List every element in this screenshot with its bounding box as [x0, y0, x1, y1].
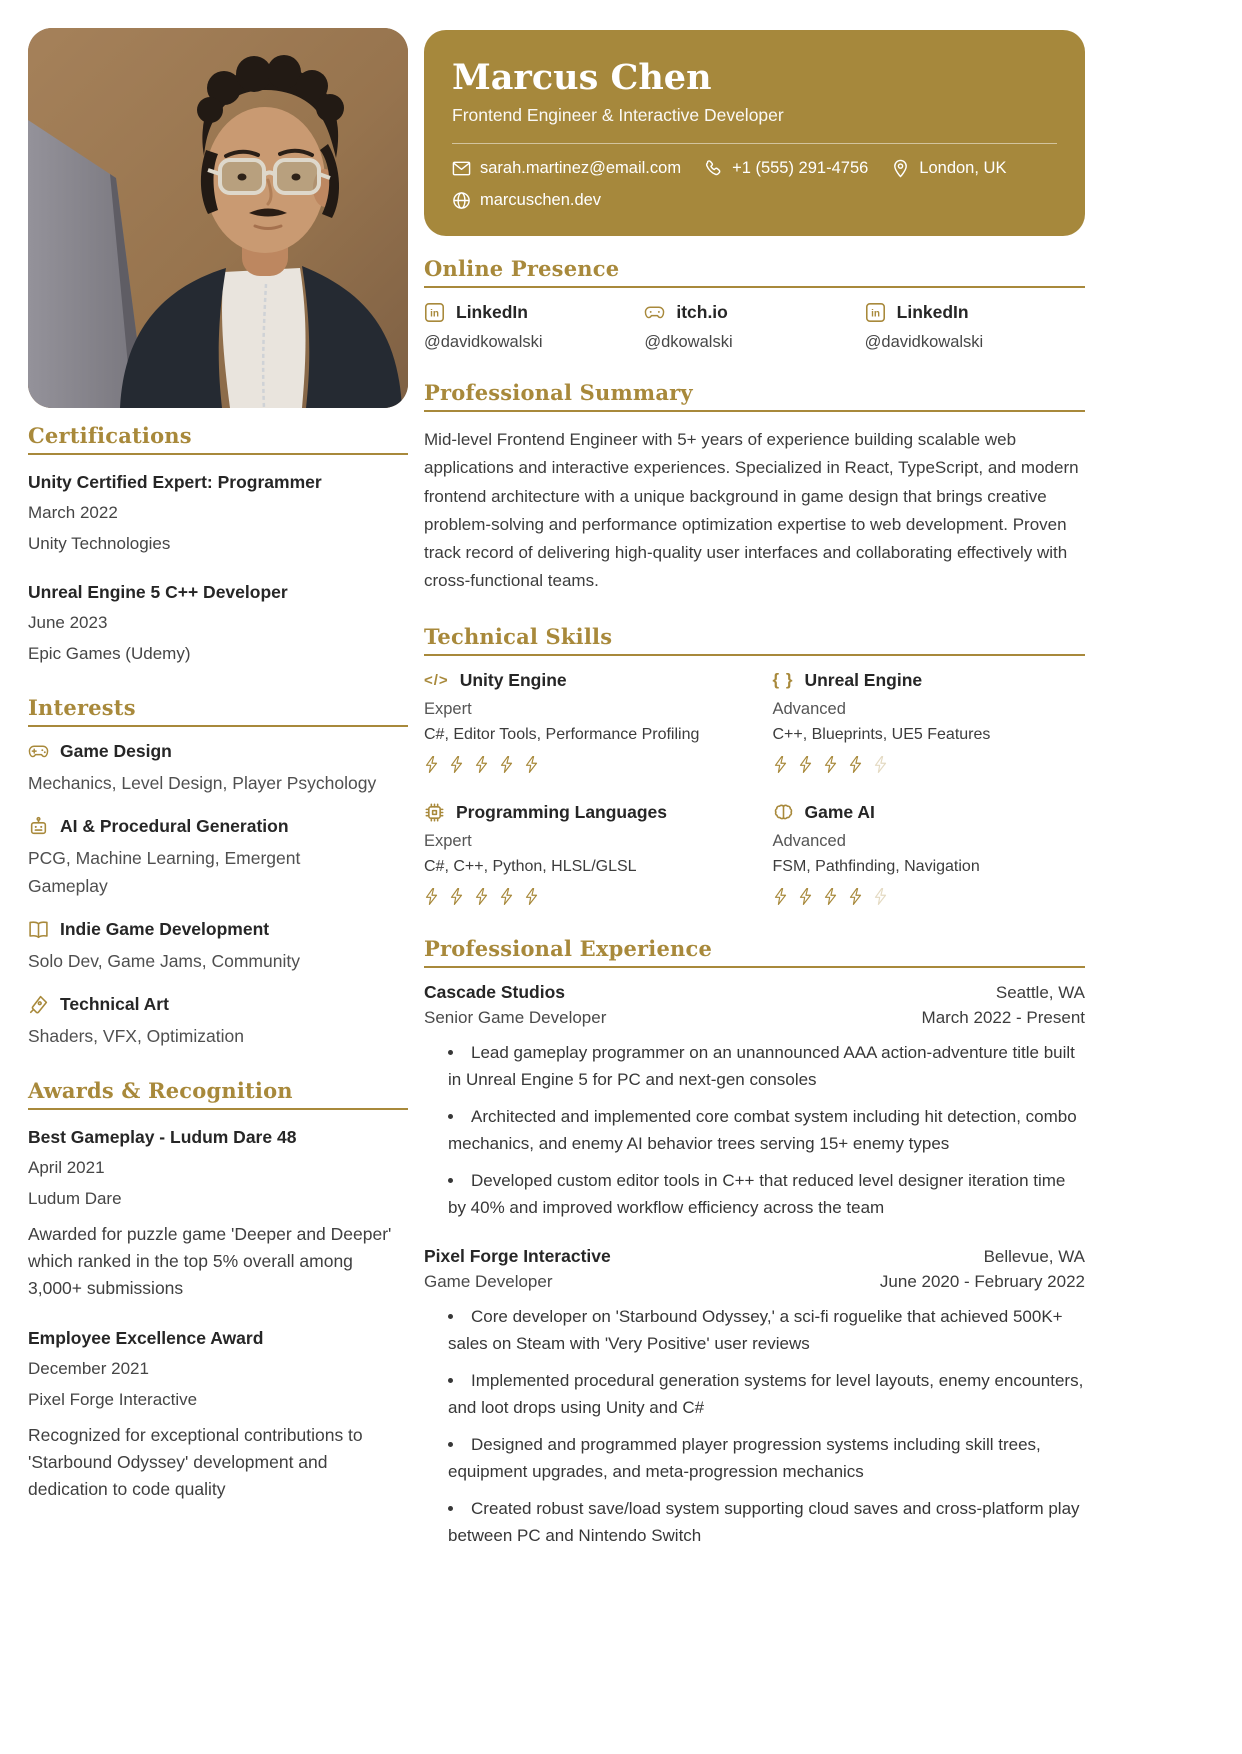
interest-item: [28, 816, 408, 899]
company-name: Pixel Forge Interactive: [424, 1245, 611, 1266]
lightning-bolt-icon: [873, 754, 888, 775]
website-value: marcuschen.dev: [480, 191, 602, 210]
experience-bullet: • Implemented procedural generation systems for level layouts, enemy encounters, and loot drops using Unity and C#: [448, 1367, 1085, 1422]
certification-date: March 2022: [28, 503, 118, 523]
skill-details: C#, Editor Tools, Performance Profiling: [424, 725, 700, 743]
skill-rating: [424, 754, 737, 776]
job-dates: June 2020 - February 2022: [879, 1271, 1085, 1291]
section-title-summary: Professional Summary: [424, 380, 1085, 412]
skill-details: FSM, Pathfinding, Navigation: [772, 857, 980, 875]
job-role: Game Developer: [424, 1271, 553, 1291]
company-name: Cascade Studios: [424, 981, 566, 1002]
award-desc: Recognized for exceptional contributions to 'Starbound Odyssey' development and dedication to code quality: [28, 1424, 363, 1499]
experience-bullet: • Created robust save/load system supporting cloud saves and cross-platform play between PC and Nintendo Switch: [448, 1495, 1085, 1550]
braces-icon: { }: [772, 670, 794, 690]
skill-item: [424, 802, 737, 908]
left-column: [28, 28, 408, 1550]
award-date: April 2021: [28, 1158, 105, 1178]
skill-level: Expert: [424, 699, 472, 718]
phone-value: +1 (555) 291-4756: [732, 159, 869, 178]
experience-entry: [424, 1246, 1085, 1550]
interests-section: [28, 695, 408, 1050]
skill-level: Advanced: [772, 831, 846, 850]
lightning-bolt-icon: [798, 886, 813, 907]
experience-section: [424, 936, 1085, 1550]
award-item: [28, 1325, 408, 1503]
interest-item: [28, 994, 408, 1050]
skill-name: Unity Engine: [459, 669, 567, 690]
profile-photo: [28, 28, 408, 408]
svg-text:in: in: [870, 308, 880, 320]
lightning-bolt-icon: [524, 754, 539, 775]
skill-details: C++, Blueprints, UE5 Features: [772, 725, 991, 743]
brain-icon: [773, 802, 794, 823]
skill-details: C#, C++, Python, HLSL/GLSL: [424, 857, 637, 875]
skill-rating: [424, 886, 737, 908]
social-handle: @dkowalski: [644, 333, 733, 352]
phone-contact[interactable]: [704, 159, 868, 178]
summary-text: Mid-level Frontend Engineer with 5+ years of experience building scalable web applications and interactive experiences. Specialized in React, TypeScript, and modern frontend architecture with a unique background in game design that brings creative problem-solving and performance optimization expertise to web development. Proven track record of delivering high-quality user interfaces and collaborating effectively with cross-functional teams.: [424, 430, 1079, 591]
gamepad-icon: [28, 741, 49, 762]
section-title-online-presence: Online Presence: [424, 256, 1085, 288]
section-title-skills: Technical Skills: [424, 624, 1085, 656]
certification-name: Unreal Engine 5 C++ Developer: [28, 581, 288, 602]
social-platform: LinkedIn: [456, 302, 528, 323]
gamepad-icon: [644, 302, 665, 323]
section-title-awards: Awards & Recognition: [28, 1078, 408, 1110]
job-role: Senior Game Developer: [424, 1007, 607, 1027]
email-value: sarah.martinez@email.com: [480, 159, 682, 178]
email-contact[interactable]: [452, 159, 681, 178]
section-title-interests: Interests: [28, 695, 408, 727]
award-issuer: Ludum Dare: [28, 1189, 122, 1209]
skills-grid: [424, 670, 1085, 908]
online-presence-section: [424, 256, 1085, 352]
social-account[interactable]: [424, 302, 644, 352]
lightning-bolt-icon: [848, 754, 863, 775]
linkedin-icon: [424, 302, 445, 323]
skill-item: [773, 670, 1086, 776]
interest-name: Indie Game Development: [60, 918, 270, 939]
interest-desc: Mechanics, Level Design, Player Psychology: [28, 773, 377, 794]
experience-entry: [424, 982, 1085, 1222]
company-location: Bellevue, WA: [983, 1246, 1085, 1266]
summary-section: [424, 380, 1085, 595]
skills-section: [424, 624, 1085, 908]
skill-rating: [773, 886, 1086, 908]
linkedin-icon: [865, 302, 886, 323]
lightning-bolt-icon: [823, 886, 838, 907]
interest-name: Game Design: [60, 741, 172, 762]
code-icon: </>: [424, 671, 449, 689]
pen-nib-icon: [28, 994, 49, 1015]
award-date: December 2021: [28, 1359, 149, 1379]
skill-name: Unreal Engine: [804, 669, 923, 690]
job-title: Frontend Engineer & Interactive Developer: [452, 105, 784, 126]
job-dates: March 2022 - Present: [921, 1007, 1085, 1027]
lightning-bolt-icon: [474, 886, 489, 907]
award-name: Best Gameplay - Ludum Dare 48: [28, 1126, 297, 1147]
lightning-bolt-icon: [798, 754, 813, 775]
header-card: [424, 30, 1085, 236]
skill-name: Programming Languages: [456, 801, 668, 822]
social-handle: @davidkowalski: [864, 333, 984, 352]
award-name: Employee Excellence Award: [28, 1327, 264, 1348]
social-platform: LinkedIn: [896, 302, 969, 323]
interest-item: [28, 741, 408, 797]
skill-level: Advanced: [772, 699, 846, 718]
job-bullets: [424, 1303, 1085, 1550]
social-account[interactable]: [865, 302, 1085, 352]
certifications-section: [28, 423, 408, 667]
social-accounts: [424, 302, 1085, 352]
lightning-bolt-icon: [424, 886, 439, 907]
interest-desc: Solo Dev, Game Jams, Community: [28, 950, 300, 971]
section-title-certifications: Certifications: [28, 423, 408, 455]
lightning-bolt-icon: [873, 886, 888, 907]
right-column: [424, 28, 1085, 1550]
lightning-bolt-icon: [499, 886, 514, 907]
interest-item: [28, 919, 408, 975]
skill-item: [773, 802, 1086, 908]
robot-icon: [28, 816, 49, 837]
certification-issuer: Unity Technologies: [28, 534, 171, 554]
cpu-chip-icon: [424, 802, 445, 823]
award-issuer: Pixel Forge Interactive: [28, 1390, 198, 1410]
header-divider: [452, 143, 1057, 144]
lightning-bolt-icon: [848, 886, 863, 907]
website-contact[interactable]: [452, 191, 601, 210]
experience-bullet: • Core developer on 'Starbound Odyssey,' a sci-fi roguelike that achieved 500K+ sales on Steam with 'Very Positive' user reviews: [448, 1303, 1085, 1358]
certification-date: June 2023: [28, 612, 108, 632]
award-desc: Awarded for puzzle game 'Deeper and Deeper' which ranked in the top 5% overall among 3,000+ submissions: [28, 1223, 392, 1298]
certification-item: [28, 579, 408, 668]
phone-icon: [704, 159, 723, 178]
interest-desc: PCG, Machine Learning, Emergent Gameplay: [28, 848, 301, 896]
experience-bullet: • Lead gameplay programmer on an unannounced AAA action-adventure title built in Unreal Engine 5 for PC and next-gen consoles: [448, 1039, 1085, 1094]
lightning-bolt-icon: [773, 886, 788, 907]
social-account[interactable]: [644, 302, 864, 352]
envelope-icon: [452, 159, 471, 178]
company-location: Seattle, WA: [995, 982, 1085, 1002]
open-book-icon: [28, 919, 49, 940]
lightning-bolt-icon: [524, 886, 539, 907]
name-heading: Marcus Chen: [452, 57, 712, 98]
skill-level: Expert: [424, 831, 472, 850]
social-handle: @davidkowalski: [424, 333, 543, 352]
lightning-bolt-icon: [499, 754, 514, 775]
experience-bullet: • Developed custom editor tools in C++ that reduced level designer iteration time by 40% and improved workflow efficiency across the team: [448, 1167, 1085, 1222]
section-title-experience: Professional Experience: [424, 936, 1085, 968]
lightning-bolt-icon: [773, 754, 788, 775]
lightning-bolt-icon: [449, 886, 464, 907]
lightning-bolt-icon: [474, 754, 489, 775]
svg-text:in: in: [430, 308, 439, 320]
social-platform: itch.io: [676, 302, 728, 323]
interest-desc: Shaders, VFX, Optimization: [28, 1025, 244, 1046]
skill-name: Game AI: [804, 801, 875, 822]
location-pin-icon: [891, 159, 910, 178]
certification-issuer: Epic Games (Udemy): [28, 644, 191, 664]
certification-item: [28, 469, 408, 558]
globe-icon: [452, 191, 471, 210]
certification-name: Unity Certified Expert: Programmer: [28, 472, 322, 492]
awards-section: [28, 1078, 408, 1503]
portrait-illustration: [28, 28, 408, 408]
location-value: London, UK: [919, 159, 1007, 178]
contact-list: [452, 159, 1057, 210]
skill-item: [424, 670, 737, 776]
interest-name: AI & Procedural Generation: [60, 816, 289, 837]
interest-name: Technical Art: [60, 993, 169, 1014]
lightning-bolt-icon: [823, 754, 838, 775]
experience-bullet: • Architected and implemented core combat system including hit detection, combo mechanics, and enemy AI behavior trees serving 15+ enemy types: [448, 1103, 1085, 1158]
location-contact: [891, 159, 1006, 178]
award-item: [28, 1124, 408, 1302]
job-bullets: [424, 1039, 1085, 1222]
skill-rating: [773, 754, 1086, 776]
lightning-bolt-icon: [424, 754, 439, 775]
experience-bullet: • Designed and programmed player progression systems including skill trees, equipment upgrades, and meta-progression mechanics: [448, 1431, 1085, 1486]
lightning-bolt-icon: [449, 754, 464, 775]
